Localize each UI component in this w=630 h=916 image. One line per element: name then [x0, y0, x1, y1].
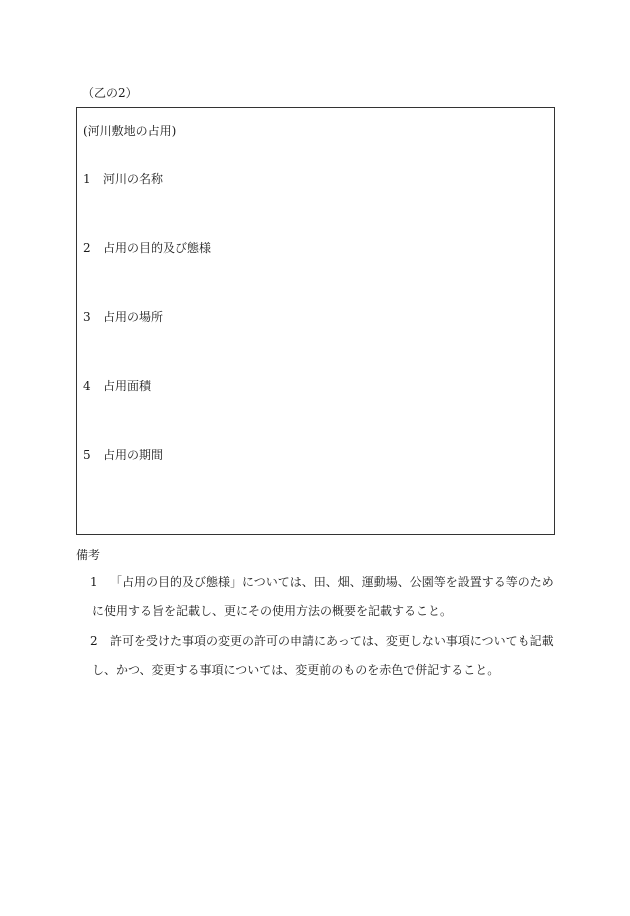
item-river-name	[83, 170, 163, 187]
item-label: 占用面積	[103, 379, 152, 393]
item-area	[83, 377, 151, 394]
item-number: 2	[83, 241, 91, 255]
remarks-title: 備考	[76, 548, 101, 562]
item-label: 占用の場所	[103, 310, 164, 324]
occupancy-form-box	[76, 107, 555, 535]
box-heading: (河川敷地の占用)	[83, 124, 177, 138]
item-period	[83, 446, 163, 463]
note-line: 許可を受けた事項の変更の許可の申請にあっては、変更しない事項についても記載	[110, 634, 554, 648]
item-label: 占用の期間	[103, 448, 164, 462]
note-number: 2	[90, 634, 98, 648]
item-number: 5	[83, 448, 91, 462]
note-line-continued: に使用する旨を記載し、更にその使用方法の概要を記載すること。	[92, 604, 453, 618]
note-line: 「占用の目的及び態様」については、田、畑、運動場、公園等を設置する等のため	[110, 575, 554, 589]
remark-note-2	[90, 627, 558, 685]
item-location	[83, 308, 163, 325]
item-number: 4	[83, 379, 91, 393]
item-purpose-and-mode	[83, 239, 211, 256]
item-number: 1	[83, 172, 91, 186]
item-label: 河川の名称	[103, 172, 164, 186]
item-label: 占用の目的及び態様	[103, 241, 212, 255]
note-number: 1	[90, 575, 98, 589]
remark-note-1	[90, 568, 558, 626]
note-line-continued: し、かつ、変更する事項については、変更前のものを赤色で併記すること。	[92, 663, 500, 677]
form-number-label: （乙の2）	[82, 86, 138, 100]
item-number: 3	[83, 310, 91, 324]
